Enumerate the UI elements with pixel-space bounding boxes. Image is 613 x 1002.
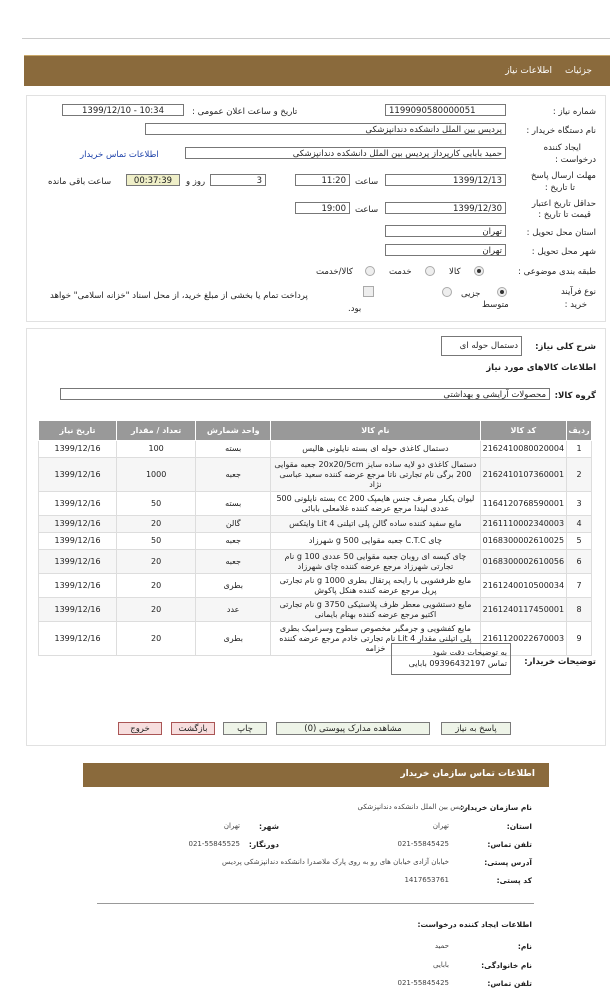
contact-org-label: نام سازمان خریدار: xyxy=(460,803,532,812)
contact-fax: 021-55845525 xyxy=(188,840,240,848)
col-name-header: نام کالا xyxy=(271,421,480,441)
buyer-contact-link[interactable]: اطلاعات تماس خریدار xyxy=(80,150,159,160)
row-index: 3 xyxy=(567,492,592,516)
table-row xyxy=(39,550,592,574)
goods-code: 0168300002610025 xyxy=(480,533,566,550)
goods-unit: بطری xyxy=(196,622,271,656)
contact-phone: 021-55845425 xyxy=(397,840,449,848)
table-row xyxy=(39,574,592,598)
goods-qty: 20 xyxy=(117,550,196,574)
contact-postal: 1417653761 xyxy=(404,876,449,884)
category-goods-radio[interactable] xyxy=(474,266,484,276)
row-index: 7 xyxy=(567,574,592,598)
description-label: شرح کلی نیاز: xyxy=(535,342,596,352)
buyer-org-label: نام دستگاه خریدار : xyxy=(526,126,596,136)
need-date: 1399/12/16 xyxy=(39,533,117,550)
need-date: 1399/12/16 xyxy=(39,598,117,622)
validity-time-label: ساعت xyxy=(355,205,379,215)
payment-note-2: بود. xyxy=(348,304,362,314)
goods-qty: 1000 xyxy=(117,458,196,492)
need-date: 1399/12/16 xyxy=(39,550,117,574)
col-unit-header: واحد شمارش xyxy=(196,421,271,441)
category-service-radio[interactable] xyxy=(425,266,435,276)
tab-need-info[interactable]: اطلاعات نیاز xyxy=(505,66,552,76)
need-date: 1399/12/16 xyxy=(39,622,117,656)
contact-org: پردیس بین الملل دانشکده دندانپزشکی xyxy=(357,803,470,811)
buyer-org-field: پردیس بین الملل دانشکده دندانپزشکی xyxy=(145,123,506,135)
need-number-field: 1199090580000051 xyxy=(385,104,506,116)
validity-date-field: 1399/12/30 xyxy=(385,202,506,214)
contact-city: تهران xyxy=(223,822,240,830)
goods-name: مایع کفشویی و جرمگیر مخصوص سطوح وسرامیک بطری پلی اتیلنی مقدار 4 Lit نام تجارتی خادم مرجع عرضه کننده خزامه xyxy=(271,622,480,656)
contact-header xyxy=(83,763,549,787)
city-field: تهران xyxy=(385,244,506,256)
goods-table xyxy=(38,420,592,656)
table-row xyxy=(39,598,592,622)
col-date-header: تاریخ نیاز xyxy=(39,421,117,441)
contact-title: اطلاعات تماس سازمان خریدار xyxy=(400,769,535,779)
goods-qty: 50 xyxy=(117,492,196,516)
deadline-date-field: 1399/12/13 xyxy=(385,174,506,186)
row-index: 5 xyxy=(567,533,592,550)
goods-name: مایع ظرفشویی با رایحه پرتقال بطری 1000 g نام تجارتی پریل مرجع عرضه کننده هنکل پاکوش xyxy=(271,574,480,598)
need-date: 1399/12/16 xyxy=(39,458,117,492)
goods-info-title: اطلاعات کالاهای مورد نیاز xyxy=(486,363,596,373)
goods-unit: بطری xyxy=(196,574,271,598)
goods-name: دستمال کاغذی دو لایه ساده سایز 20x20/5cm جعبه مقوایی 200 برگی نام تجارتی ناتا مرجع عرضه کننده سعید عباسی نژاد xyxy=(271,458,480,492)
validity-time-field: 19:00 xyxy=(295,202,350,214)
creator-label-1: ایجاد کننده xyxy=(543,143,581,153)
goods-qty: 20 xyxy=(117,598,196,622)
process-medium-label: متوسط xyxy=(482,300,509,310)
row-index: 2 xyxy=(567,458,592,492)
contact-province: تهران xyxy=(432,822,449,830)
creator-label-2: درخواست : xyxy=(555,155,596,165)
row-index: 9 xyxy=(567,622,592,656)
row-index: 8 xyxy=(567,598,592,622)
creator-name-label: نام: xyxy=(517,942,532,951)
process-label-2: خرید : xyxy=(564,300,587,310)
contact-postal-label: کد پستی: xyxy=(496,876,532,885)
need-date: 1399/12/16 xyxy=(39,441,117,458)
category-goods-label: کالا xyxy=(449,267,461,277)
goods-unit: عدد xyxy=(196,598,271,622)
contact-fax-label: دورنگار: xyxy=(248,840,279,849)
table-row xyxy=(39,492,592,516)
goods-group-field: محصولات آرایشی و بهداشتی xyxy=(60,388,550,400)
goods-name: لیوان یکبار مصرف جنس هایمپک 200 cc بسته نایلونی 500 عددی لیندا مرجع عرضه کننده غلامعلی بابائی xyxy=(271,492,480,516)
need-date: 1399/12/16 xyxy=(39,516,117,533)
col-qty-header: تعداد / مقدار xyxy=(117,421,196,441)
buyer-notes-label: توضیحات خریدار: xyxy=(524,657,596,667)
remaining-time-field: 00:37:39 xyxy=(126,174,180,186)
category-service-label: خدمت xyxy=(389,267,412,277)
treasury-checkbox[interactable] xyxy=(363,286,374,297)
category-goods-service-radio[interactable] xyxy=(365,266,375,276)
creator-section-title: اطلاعات ایجاد کننده درخواست: xyxy=(417,920,532,929)
goods-unit: جعبه xyxy=(196,550,271,574)
contact-divider xyxy=(97,903,534,904)
goods-code: 2161240117450001 xyxy=(480,598,566,622)
deadline-time-field: 11:20 xyxy=(295,174,350,186)
deadline-label-1: مهلت ارسال پاسخ xyxy=(531,171,596,181)
process-partial-label: جزیی xyxy=(461,289,481,299)
need-date: 1399/12/16 xyxy=(39,574,117,598)
creator-phone-label: تلفن تماس: xyxy=(487,979,532,988)
creator-field: حمید بابایی کارپرداز پردیس بین الملل دانشکده دندانپزشکی xyxy=(185,147,506,159)
city-label: شهر محل تحویل : xyxy=(531,247,596,257)
goods-code: 2161110002340003 xyxy=(480,516,566,533)
goods-code: 2161240010500034 xyxy=(480,574,566,598)
print-button[interactable]: چاپ xyxy=(223,722,267,735)
goods-unit: گالن xyxy=(196,516,271,533)
goods-qty: 100 xyxy=(117,441,196,458)
goods-code: 2162410107360001 xyxy=(480,458,566,492)
col-row-header: ردیف xyxy=(567,421,592,441)
view-attachments-button[interactable]: مشاهده مدارک پیوستی (0) xyxy=(276,722,430,735)
remaining-label: ساعت باقی مانده xyxy=(48,177,112,187)
goods-code: 2161120022670003 xyxy=(480,622,566,656)
buyer-notes-line-2: تماس 09396432197 بابایی xyxy=(408,659,507,668)
contact-address: خیابان آزادی خیابان های رو به روی پارک ملاصدرا دانشکده دندانپزشکی پردیس xyxy=(222,858,449,866)
goods-unit: بسته xyxy=(196,441,271,458)
buyer-notes-line-1: به توضیحات دقت شود xyxy=(432,648,507,657)
row-index: 4 xyxy=(567,516,592,533)
contact-province-label: استان: xyxy=(506,822,532,831)
need-number-label: شماره نیاز : xyxy=(552,107,596,117)
table-row xyxy=(39,441,592,458)
validity-label-1: حداقل تاریخ اعتبار xyxy=(531,199,596,209)
goods-unit: بسته xyxy=(196,492,271,516)
row-index: 6 xyxy=(567,550,592,574)
goods-code: 0168300002610056 xyxy=(480,550,566,574)
goods-qty: 50 xyxy=(117,533,196,550)
creator-family: بابایی xyxy=(433,961,449,969)
exit-button[interactable]: خروج xyxy=(118,722,162,735)
goods-name: مایع دستشویی معطر ظرف پلاستیکی 3750 g نام تجارتی اکتیو مرجع عرضه کننده بهنام بایمانی xyxy=(271,598,480,622)
province-field: تهران xyxy=(385,225,506,237)
contact-city-label: شهر: xyxy=(259,822,279,831)
goods-code: 1164120768590001 xyxy=(480,492,566,516)
days-field: 3 xyxy=(210,174,266,186)
buyer-notes-box xyxy=(391,643,511,675)
contact-phone-label: تلفن تماس: xyxy=(487,840,532,849)
contact-address-label: آدرس پستی: xyxy=(484,858,532,867)
category-goods-service-label: کالا/خدمت xyxy=(316,267,353,277)
goods-qty: 20 xyxy=(117,574,196,598)
announce-field: 1399/12/10 - 10:34 xyxy=(62,104,184,116)
creator-phone: 021-55845425 xyxy=(397,979,449,987)
announce-label: تاریخ و ساعت اعلان عمومی : xyxy=(192,107,298,117)
need-date: 1399/12/16 xyxy=(39,492,117,516)
tab-details[interactable]: جزئیات xyxy=(565,66,592,76)
goods-code: 2162410080020004 xyxy=(480,441,566,458)
process-partial-radio[interactable] xyxy=(497,287,507,297)
goods-qty: 20 xyxy=(117,622,196,656)
validity-label-2: قیمت تا تاریخ : xyxy=(538,210,591,220)
creator-name: حمید xyxy=(434,942,449,950)
goods-name: چای C.T.C جعبه مقوایی 500 g شهرزاد xyxy=(271,533,480,550)
table-row xyxy=(39,533,592,550)
goods-name: دستمال کاغذی حوله ای بسته نایلونی هالیس xyxy=(271,441,480,458)
col-code-header: کد کالا xyxy=(480,421,566,441)
table-row xyxy=(39,458,592,492)
creator-family-label: نام خانوادگی: xyxy=(481,961,532,970)
province-label: استان محل تحویل : xyxy=(526,228,596,238)
back-button[interactable]: بازگشت xyxy=(171,722,215,735)
goods-group-label: گروه کالا: xyxy=(554,391,596,401)
top-divider xyxy=(22,38,610,39)
row-index: 1 xyxy=(567,441,592,458)
process-label-1: نوع فرآیند xyxy=(560,287,596,297)
reply-button[interactable]: پاسخ به نیاز xyxy=(441,722,511,735)
goods-name: مایع سفید کننده ساده گالن پلی اتیلنی 4 Lit وایتکس xyxy=(271,516,480,533)
goods-qty: 20 xyxy=(117,516,196,533)
deadline-label-2: تا تاریخ : xyxy=(544,183,575,193)
page-header xyxy=(24,55,610,86)
days-label: روز و xyxy=(186,177,206,187)
payment-note-1: پرداخت تمام یا بخشی از مبلغ خرید، از محل اسناد "خزانه اسلامی" خواهد xyxy=(50,291,308,301)
goods-unit: جعبه xyxy=(196,533,271,550)
goods-unit: جعبه xyxy=(196,458,271,492)
process-medium-radio[interactable] xyxy=(442,287,452,297)
deadline-time-label: ساعت xyxy=(355,177,379,187)
category-label: طبقه بندی موضوعی : xyxy=(518,267,596,277)
table-row xyxy=(39,516,592,533)
table-header-row xyxy=(39,421,592,441)
goods-name: چای کیسه ای روبان جعبه مقوایی 50 عددی 100 g نام تجارتی شهرزاد مرجع عرضه کننده چای شهرزاد xyxy=(271,550,480,574)
description-field: دستمال حوله ای xyxy=(441,336,522,356)
